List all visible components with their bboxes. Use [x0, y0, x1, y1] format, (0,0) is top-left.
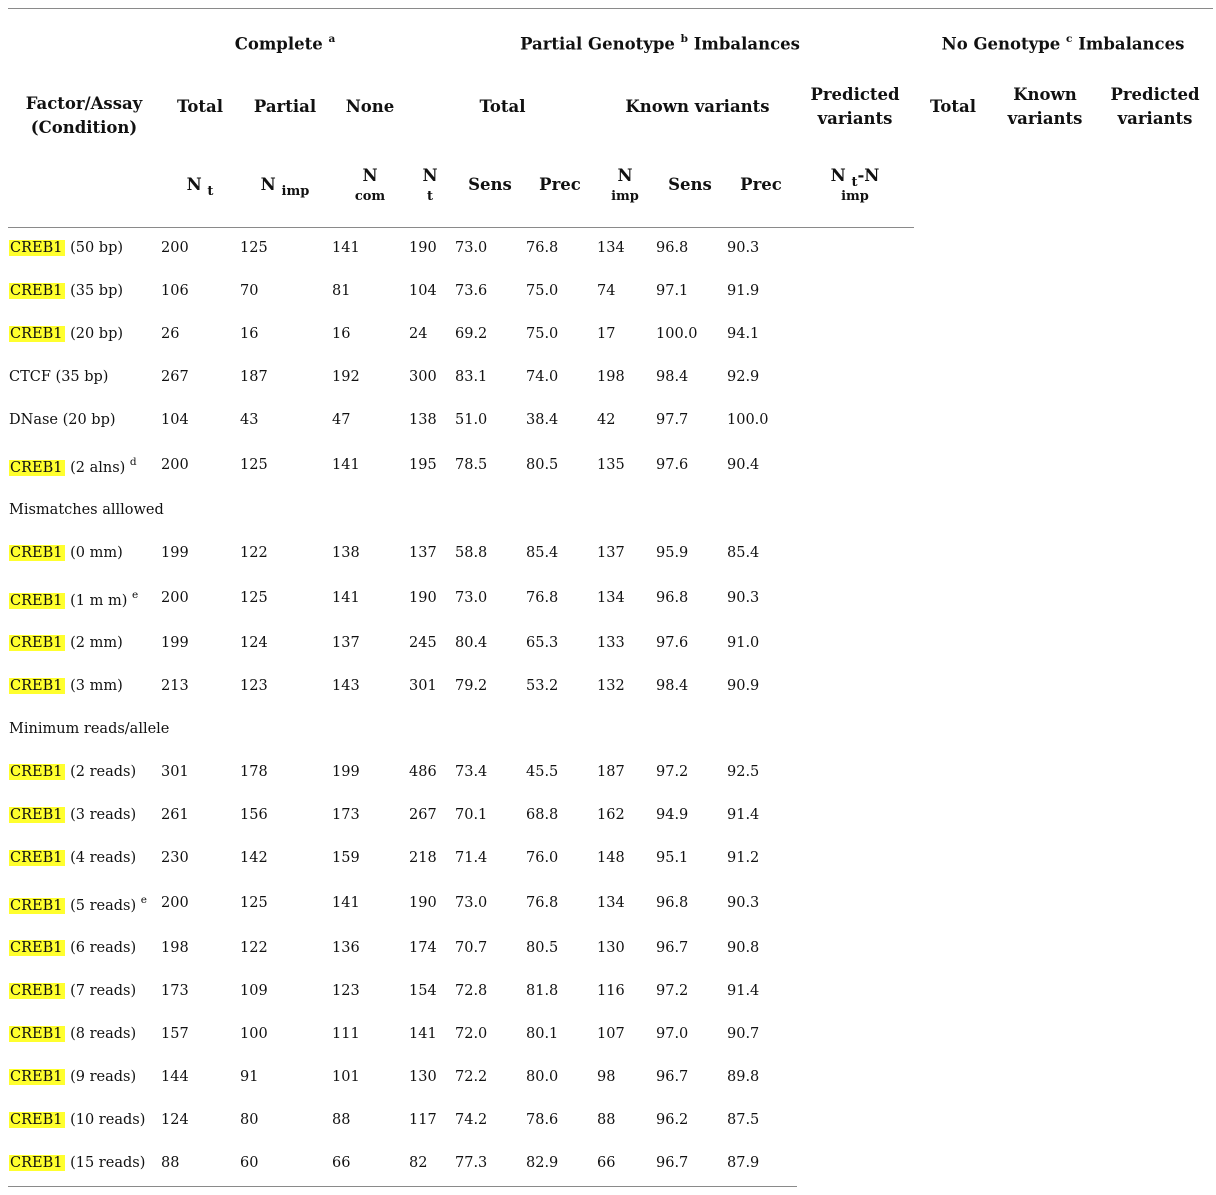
table-cell: 218: [409, 850, 437, 866]
condition: (3 mm): [70, 678, 123, 694]
table-cell: 96.7: [656, 940, 689, 956]
table-cell: 95.9: [656, 545, 689, 561]
header-partial-known: Known variants: [625, 97, 770, 116]
header-nogeno-known: Known variants: [1007, 85, 1083, 128]
table-cell: 190: [409, 895, 437, 911]
table-cell: 245: [409, 635, 437, 651]
table-cell: 178: [240, 764, 268, 780]
factor-name: CREB1: [9, 326, 65, 342]
subheader-nt-minus-nimp: N $_t$-N imp: [830, 166, 880, 204]
table-cell: 88: [597, 1112, 616, 1128]
factor-name: CREB1: [9, 240, 65, 256]
table-cell: 173: [332, 807, 360, 823]
table-cell: 301: [409, 678, 437, 694]
condition: (2 reads): [70, 764, 137, 780]
table-cell: 78.5: [455, 457, 488, 473]
footnote-marker: d: [129, 456, 137, 468]
table-cell: 92.5: [727, 764, 760, 780]
table-cell: 80.0: [526, 1069, 559, 1085]
table-cell: 486: [409, 764, 437, 780]
table-cell: 16: [240, 326, 259, 342]
table-cell: 96.2: [656, 1112, 689, 1128]
table-cell: 198: [161, 940, 189, 956]
table-cell: 133: [597, 635, 625, 651]
table-cell: 141: [332, 590, 360, 606]
table-cell: 16: [332, 326, 351, 342]
table-cell: 91: [240, 1069, 259, 1085]
table-cell: 138: [332, 545, 360, 561]
table-cell: 97.0: [656, 1026, 689, 1042]
table-cell: 89.8: [727, 1069, 760, 1085]
table-cell: 76.8: [526, 240, 559, 256]
factor-name: CREB1: [9, 283, 65, 299]
subheader-partial-nt: N t: [422, 166, 438, 204]
table-cell: 143: [332, 678, 360, 694]
header-factor-assay: Factor/Assay (Condition): [25, 94, 143, 137]
table-cell: 60: [240, 1155, 259, 1171]
subheader-nt: N $_t$: [186, 175, 214, 199]
factor-name: CREB1: [9, 545, 65, 561]
table-cell: 66: [332, 1155, 351, 1171]
table-cell: 91.4: [727, 983, 760, 999]
table-cell: 190: [409, 590, 437, 606]
table-cell: 73.4: [455, 764, 488, 780]
table-cell: 134: [597, 895, 625, 911]
factor-name: CTCF: [9, 369, 51, 385]
table-cell: 97.7: [656, 412, 689, 428]
table-cell: 134: [597, 240, 625, 256]
subheader-partial-nimp: N imp: [611, 166, 639, 204]
table-cell: 124: [161, 1112, 189, 1128]
table-cell: 80.5: [526, 457, 559, 473]
table-cell: 97.6: [656, 457, 689, 473]
table-cell: 134: [597, 590, 625, 606]
table-cell: 95.1: [656, 850, 689, 866]
table-cell: 137: [597, 545, 625, 561]
table-cell: 267: [409, 807, 437, 823]
table-cell: 199: [161, 545, 189, 561]
table-cell: 68.8: [526, 807, 559, 823]
table-cell: 38.4: [526, 412, 559, 428]
condition: (3 reads): [70, 807, 137, 823]
table-cell: 124: [240, 635, 268, 651]
subheader-sens-2: Sens: [668, 175, 712, 194]
table-cell: 96.7: [656, 1069, 689, 1085]
table-cell: 101: [332, 1069, 360, 1085]
table-cell: 138: [409, 412, 437, 428]
table-cell: 80.1: [526, 1026, 559, 1042]
table-cell: 117: [409, 1112, 437, 1128]
condition: (2 mm): [70, 635, 123, 651]
row-label: [9, 895, 147, 914]
section-mismatches: Mismatches alllowed: [9, 502, 164, 518]
table-cell: 300: [409, 369, 437, 385]
row-label: [9, 850, 136, 866]
factor-name: CREB1: [9, 1155, 65, 1171]
header-partial-genotype: Partial Genotype $^b$ Imbalances: [520, 33, 800, 54]
subheader-ncom: N com: [354, 166, 386, 204]
table-cell: 125: [240, 895, 268, 911]
header-nogeno-predicted: Predicted variants: [1110, 85, 1200, 128]
factor-name: CREB1: [9, 807, 65, 823]
condition: (5 reads): [70, 897, 137, 914]
table-cell: 85.4: [526, 545, 559, 561]
table-cell: 104: [161, 412, 189, 428]
table-cell: 70: [240, 283, 259, 299]
header-complete-total: Total: [177, 97, 223, 116]
table-cell: 65.3: [526, 635, 559, 651]
table-cell: 123: [332, 983, 360, 999]
table-cell: 141: [332, 457, 360, 473]
table-cell: 79.2: [455, 678, 488, 694]
table-cell: 100.0: [727, 412, 769, 428]
table-cell: 80.5: [526, 940, 559, 956]
table-cell: 77.3: [455, 1155, 488, 1171]
row-label: [9, 326, 123, 342]
table-cell: 130: [597, 940, 625, 956]
table-cell: 73.0: [455, 240, 488, 256]
header-rule: [8, 227, 914, 228]
table-cell: 87.9: [727, 1155, 760, 1171]
table-cell: 70.7: [455, 940, 488, 956]
table-cell: 109: [240, 983, 268, 999]
table-cell: 94.9: [656, 807, 689, 823]
table-cell: 200: [161, 895, 189, 911]
subheader-prec-2: Prec: [740, 175, 782, 194]
table-cell: 122: [240, 940, 268, 956]
table-cell: 195: [409, 457, 437, 473]
table-cell: 70.1: [455, 807, 488, 823]
table-cell: 90.8: [727, 940, 760, 956]
table-cell: 24: [409, 326, 428, 342]
footnote-marker: e: [131, 589, 139, 601]
table-cell: 91.4: [727, 807, 760, 823]
row-label: [9, 1069, 136, 1085]
table-cell: 88: [332, 1112, 351, 1128]
factor-name: CREB1: [9, 678, 65, 694]
condition: (8 reads): [70, 1026, 137, 1042]
table-cell: 73.6: [455, 283, 488, 299]
table-cell: 97.6: [656, 635, 689, 651]
table-cell: 97.1: [656, 283, 689, 299]
table-cell: 47: [332, 412, 351, 428]
table-cell: 104: [409, 283, 437, 299]
table-cell: 98.4: [656, 369, 689, 385]
table-cell: 85.4: [727, 545, 760, 561]
table-cell: 142: [240, 850, 268, 866]
table-cell: 71.4: [455, 850, 488, 866]
row-label: [9, 764, 136, 780]
table-cell: 130: [409, 1069, 437, 1085]
factor-name: CREB1: [9, 1026, 65, 1042]
table-cell: 58.8: [455, 545, 488, 561]
row-label: [9, 590, 138, 609]
table-cell: 81.8: [526, 983, 559, 999]
factor-name: CREB1: [9, 850, 65, 866]
table-cell: 88: [161, 1155, 180, 1171]
factor-name: CREB1: [9, 635, 65, 651]
table-cell: 74: [597, 283, 616, 299]
bottom-rule: [8, 1186, 797, 1187]
table-cell: 123: [240, 678, 268, 694]
table-cell: 137: [409, 545, 437, 561]
header-nogeno-total: Total: [930, 97, 976, 116]
row-label: [9, 240, 123, 256]
condition: (35 bp): [70, 283, 124, 299]
table-cell: 199: [161, 635, 189, 651]
table-cell: 154: [409, 983, 437, 999]
condition: (0 mm): [70, 545, 123, 561]
subheader-sens-1: Sens: [468, 175, 512, 194]
table-cell: 106: [161, 283, 189, 299]
table-cell: 76.8: [526, 895, 559, 911]
table-cell: 83.1: [455, 369, 488, 385]
subheader-nimp: N $_{imp}$: [260, 175, 310, 199]
table-cell: 73.0: [455, 590, 488, 606]
header-partial-total: Total: [479, 97, 526, 116]
table-cell: 198: [597, 369, 625, 385]
table-cell: 74.0: [526, 369, 559, 385]
factor-name: CREB1: [9, 1112, 65, 1128]
table-cell: 69.2: [455, 326, 488, 342]
table-cell: 17: [597, 326, 616, 342]
condition: (2 alns): [70, 459, 126, 476]
table-cell: 72.0: [455, 1026, 488, 1042]
table-cell: 98.4: [656, 678, 689, 694]
factor-name: CREB1: [9, 940, 65, 956]
table-cell: 78.6: [526, 1112, 559, 1128]
table-cell: 157: [161, 1026, 189, 1042]
table-cell: 96.8: [656, 895, 689, 911]
footnote-marker: e: [140, 894, 147, 906]
row-label: [9, 983, 136, 999]
table-cell: 76.0: [526, 850, 559, 866]
table-cell: 98: [597, 1069, 616, 1085]
table-cell: 141: [409, 1026, 437, 1042]
table-cell: 100: [240, 1026, 268, 1042]
table-cell: 174: [409, 940, 437, 956]
table-cell: 107: [597, 1026, 625, 1042]
factor-name: CREB1: [9, 983, 65, 999]
table-cell: 92.9: [727, 369, 760, 385]
table-cell: 75.0: [526, 326, 559, 342]
table-cell: 141: [332, 895, 360, 911]
table-cell: 72.2: [455, 1069, 488, 1085]
condition: (20 bp): [62, 412, 116, 428]
table-cell: 90.3: [727, 590, 760, 606]
table-cell: 213: [161, 678, 189, 694]
row-label: [9, 457, 137, 476]
table-cell: 261: [161, 807, 189, 823]
table-cell: 73.0: [455, 895, 488, 911]
table-cell: 91.2: [727, 850, 760, 866]
table-cell: 75.0: [526, 283, 559, 299]
table-cell: 96.8: [656, 590, 689, 606]
table-cell: 42: [597, 412, 616, 428]
table-cell: 43: [240, 412, 259, 428]
table-cell: 82: [409, 1155, 428, 1171]
row-label: [9, 807, 136, 823]
table-cell: 125: [240, 457, 268, 473]
row-label: [9, 369, 108, 385]
row-label: [9, 412, 116, 428]
row-label: [9, 1155, 145, 1171]
table-cell: 97.2: [656, 764, 689, 780]
table-cell: 80: [240, 1112, 259, 1128]
subheader-prec-1: Prec: [539, 175, 581, 194]
table-cell: 137: [332, 635, 360, 651]
row-label: [9, 635, 123, 651]
row-label: [9, 283, 123, 299]
table-cell: 125: [240, 240, 268, 256]
table-cell: 26: [161, 326, 180, 342]
table-cell: 45.5: [526, 764, 559, 780]
top-rule: [8, 8, 1213, 9]
table-cell: 100.0: [656, 326, 698, 342]
condition: (4 reads): [70, 850, 137, 866]
table-cell: 90.7: [727, 1026, 760, 1042]
header-complete-partial: Partial: [253, 97, 317, 116]
table-cell: 135: [597, 457, 625, 473]
table-cell: 51.0: [455, 412, 488, 428]
header-partial-predicted: Predicted variants: [810, 85, 900, 128]
table-cell: 116: [597, 983, 625, 999]
condition: (20 bp): [70, 326, 124, 342]
table-cell: 200: [161, 590, 189, 606]
table-cell: 141: [332, 240, 360, 256]
condition: (15 reads): [70, 1155, 146, 1171]
table-cell: 122: [240, 545, 268, 561]
table-cell: 190: [409, 240, 437, 256]
row-label: [9, 1112, 145, 1128]
table-cell: 76.8: [526, 590, 559, 606]
table-cell: 187: [240, 369, 268, 385]
table-cell: 132: [597, 678, 625, 694]
condition: (6 reads): [70, 940, 137, 956]
table-cell: 90.4: [727, 457, 760, 473]
table-cell: 81: [332, 283, 351, 299]
table-cell: 97.2: [656, 983, 689, 999]
condition: (1 m m): [70, 592, 128, 609]
table-cell: 91.9: [727, 283, 760, 299]
condition: (9 reads): [70, 1069, 137, 1085]
table-cell: 74.2: [455, 1112, 488, 1128]
condition: (50 bp): [70, 240, 124, 256]
condition: (35 bp): [55, 369, 109, 385]
table-cell: 80.4: [455, 635, 488, 651]
table-cell: 90.3: [727, 895, 760, 911]
table-cell: 53.2: [526, 678, 559, 694]
row-label: [9, 1026, 136, 1042]
section-min-reads: Minimum reads/allele: [9, 721, 170, 737]
table-cell: 159: [332, 850, 360, 866]
factor-name: CREB1: [9, 898, 65, 914]
factor-name: CREB1: [9, 593, 65, 609]
table-cell: 96.7: [656, 1155, 689, 1171]
row-label: [9, 678, 123, 694]
table-cell: 111: [332, 1026, 360, 1042]
table-cell: 200: [161, 240, 189, 256]
factor-name: CREB1: [9, 764, 65, 780]
table-cell: 94.1: [727, 326, 760, 342]
table-cell: 230: [161, 850, 189, 866]
table-cell: 148: [597, 850, 625, 866]
table-cell: 136: [332, 940, 360, 956]
table-cell: 91.0: [727, 635, 760, 651]
factor-name: DNase: [9, 412, 58, 428]
header-no-genotype: No Genotype $^c$ Imbalances: [941, 33, 1185, 54]
table-cell: 90.3: [727, 240, 760, 256]
table-cell: 199: [332, 764, 360, 780]
table-cell: 144: [161, 1069, 189, 1085]
row-label: [9, 940, 136, 956]
table-cell: 125: [240, 590, 268, 606]
table-cell: 82.9: [526, 1155, 559, 1171]
condition: (7 reads): [70, 983, 137, 999]
factor-name: CREB1: [9, 1069, 65, 1085]
table-cell: 200: [161, 457, 189, 473]
header-complete-none: None: [345, 97, 395, 116]
table-cell: 187: [597, 764, 625, 780]
table-cell: 156: [240, 807, 268, 823]
table-cell: 192: [332, 369, 360, 385]
factor-name: CREB1: [9, 460, 65, 476]
table-cell: 162: [597, 807, 625, 823]
row-label: [9, 545, 123, 561]
table-cell: 66: [597, 1155, 616, 1171]
table-cell: 267: [161, 369, 189, 385]
table-cell: 301: [161, 764, 189, 780]
table-cell: 72.8: [455, 983, 488, 999]
table-cell: 173: [161, 983, 189, 999]
header-complete: Complete $^a$: [234, 33, 336, 54]
table-cell: 87.5: [727, 1112, 760, 1128]
table-cell: 90.9: [727, 678, 760, 694]
condition: (10 reads): [70, 1112, 146, 1128]
table-cell: 96.8: [656, 240, 689, 256]
